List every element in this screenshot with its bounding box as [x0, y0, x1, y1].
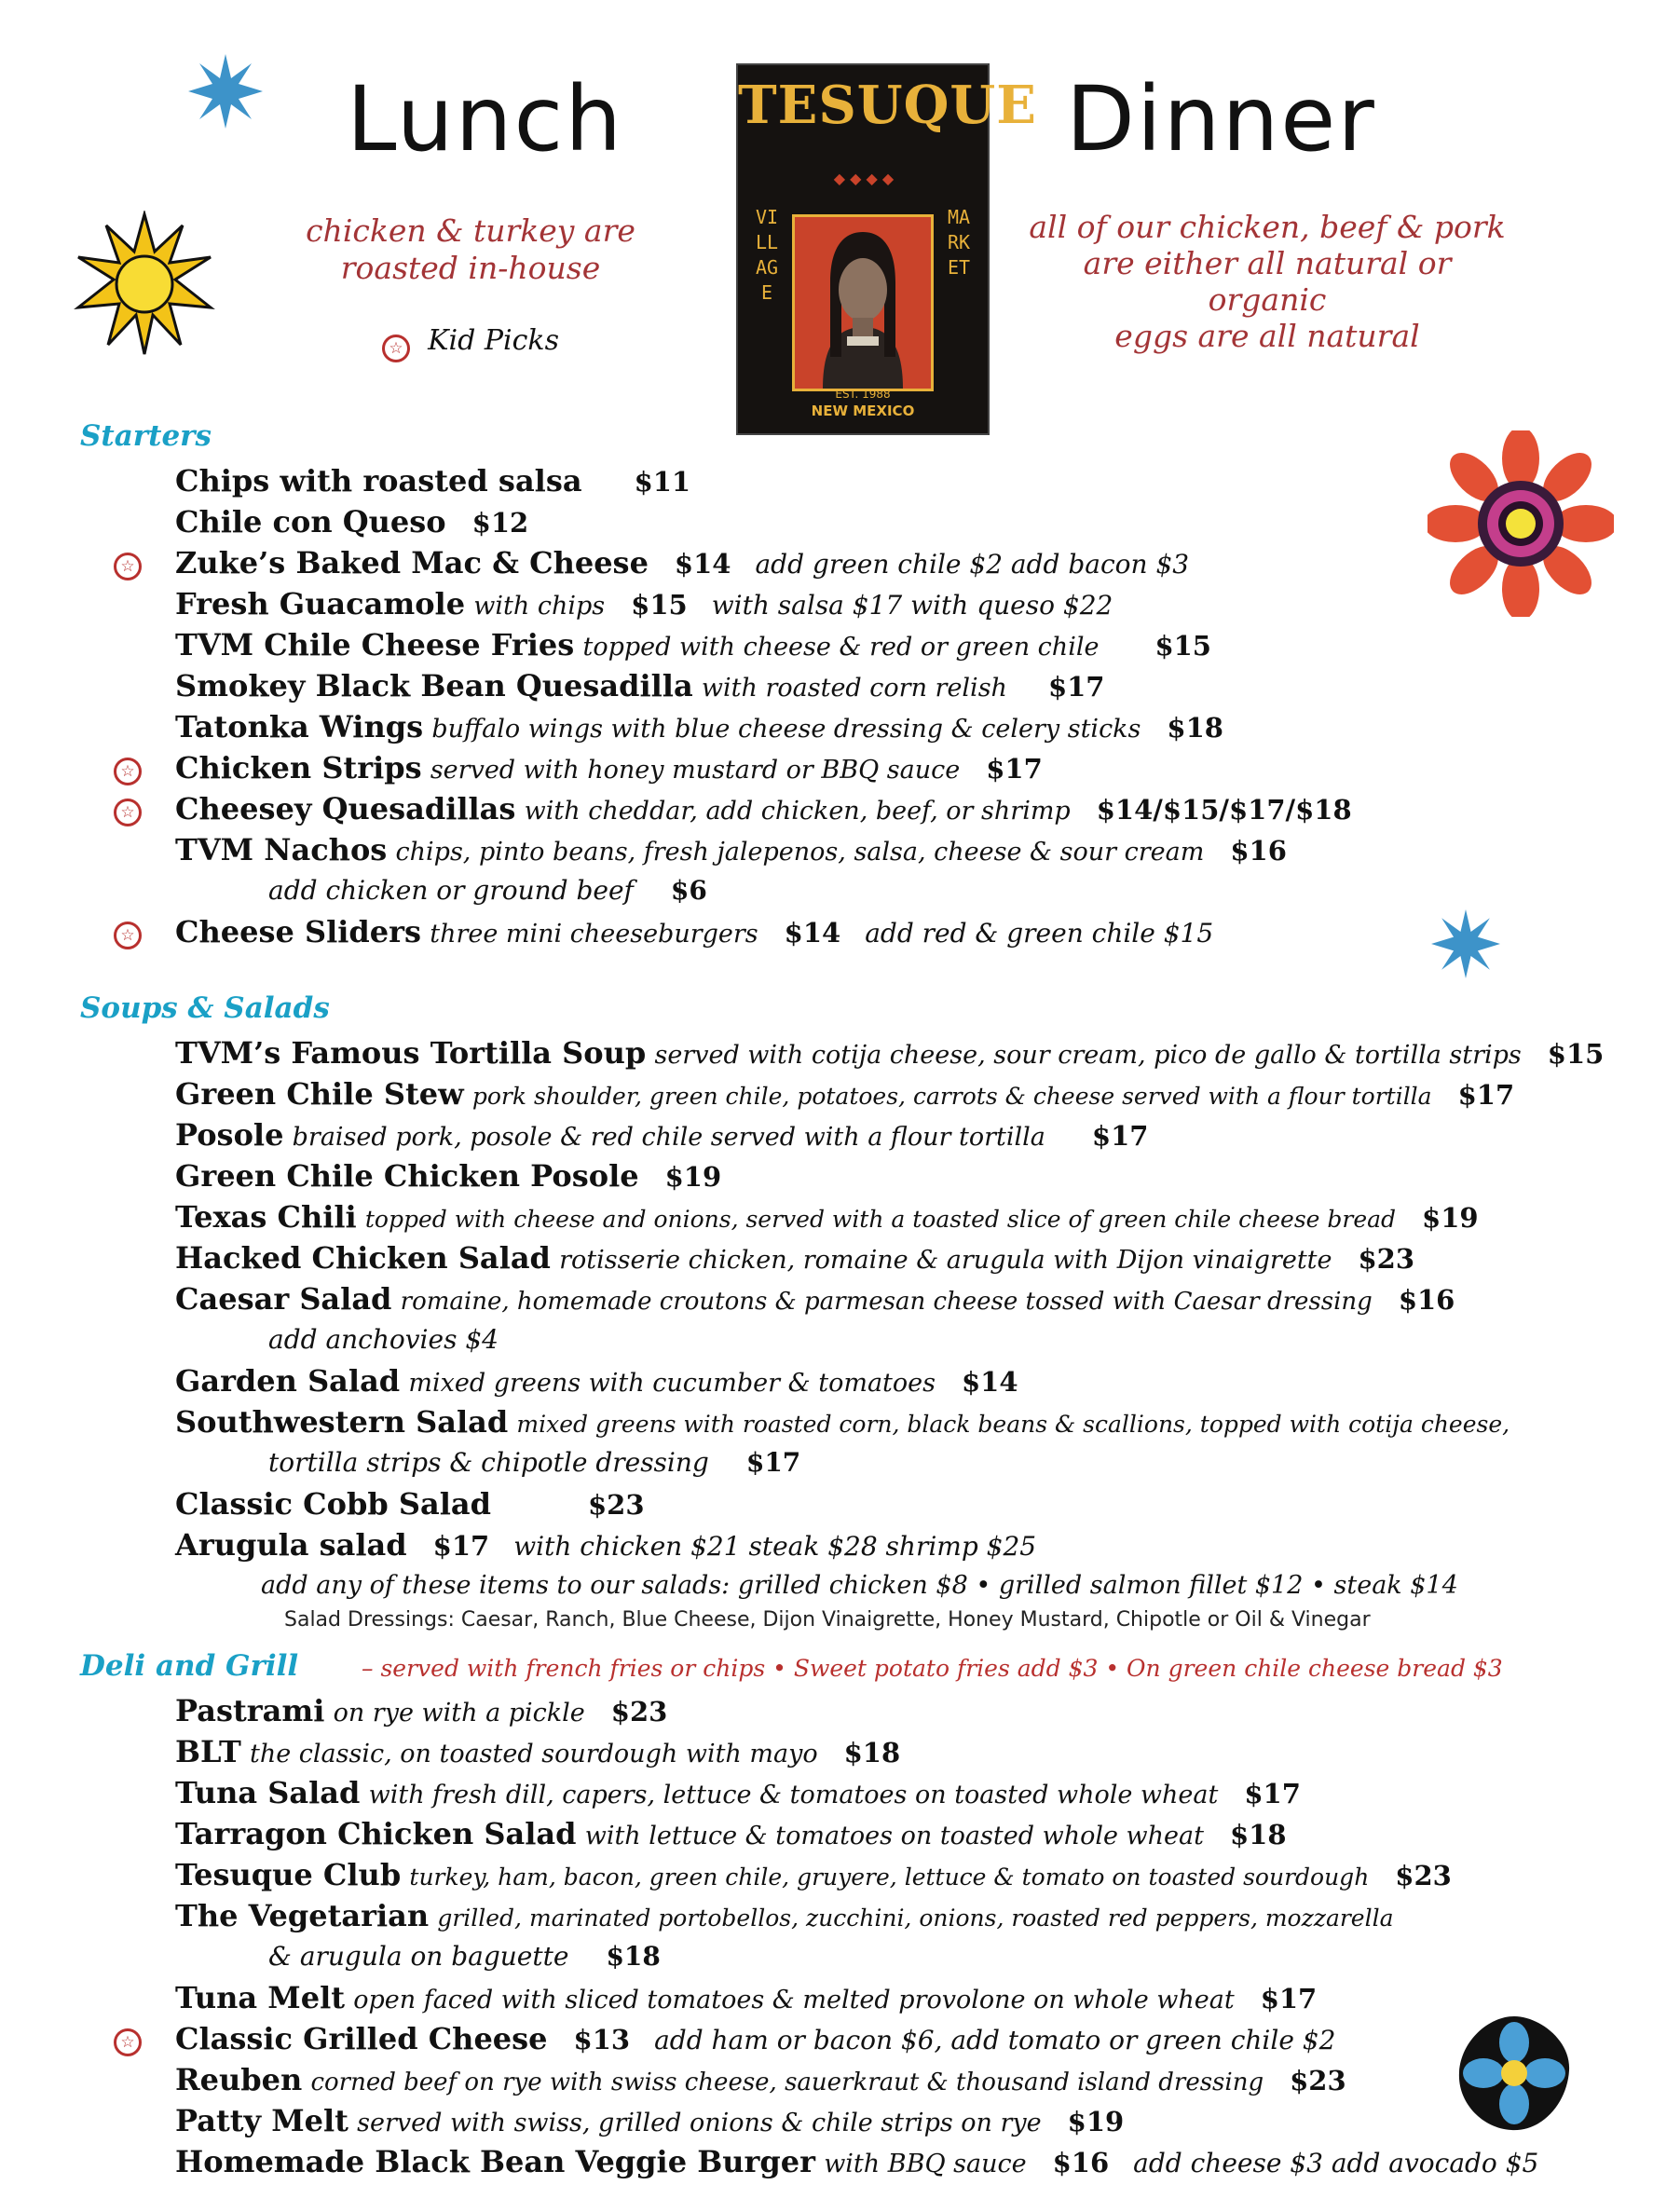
- item-desc: served with honey mustard or BBQ sauce: [430, 756, 961, 785]
- item-desc: with BBQ sauce: [824, 2150, 1027, 2178]
- kid-pick-icon: ☆: [114, 922, 142, 949]
- item-name: Homemade Black Bean Veggie Burger: [175, 2144, 815, 2179]
- logo-est: EST. 1988: [835, 388, 891, 401]
- item-price: $23: [587, 1489, 645, 1521]
- item-extra: with chicken $21 steak $28 shrimp $25: [513, 1531, 1037, 1562]
- item-extra: with salsa $17 with queso $22: [711, 590, 1113, 621]
- item-price: $14/$15/$17/$18: [1096, 794, 1352, 826]
- logo-market: MARKET: [947, 206, 971, 279]
- menu-item: [175, 667, 1105, 707]
- sun-icon: [71, 211, 218, 358]
- item-desc: on rye with a pickle: [333, 1699, 585, 1727]
- section-heading-starters: Starters: [80, 419, 212, 453]
- item-name: Reuben: [175, 2062, 303, 2097]
- menu-item: [175, 1075, 1514, 1115]
- item-price: $6: [670, 875, 707, 906]
- item-name: Green Chile Stew: [175, 1076, 464, 1112]
- item-price: $23: [1290, 2065, 1346, 2096]
- item-name: Chips with roasted salsa: [175, 463, 582, 498]
- menu-item-sub: [268, 872, 707, 909]
- item-desc: add chicken or ground beef: [268, 875, 634, 906]
- menu-item: [175, 2061, 1346, 2101]
- item-name: Chile con Queso: [175, 504, 446, 539]
- menu-item-sub: [268, 1938, 661, 1975]
- lunch-note-line: chicken & turkey are: [306, 212, 635, 249]
- menu-item: [175, 1239, 1414, 1279]
- item-name: Zuke’s Baked Mac & Cheese: [175, 545, 649, 580]
- dinner-note-line: all of our chicken, beef & pork: [1029, 209, 1506, 245]
- dinner-title: Dinner: [1066, 67, 1376, 171]
- menu-item: [175, 708, 1223, 748]
- menu-item: [175, 503, 528, 541]
- kid-pick-icon: ☆: [114, 553, 142, 580]
- kid-pick-icon: ☆: [382, 335, 410, 362]
- menu-item: [175, 749, 1043, 789]
- item-desc: open faced with sliced tomatoes & melted provolone on whole wheat: [353, 1986, 1235, 2014]
- red-flower-icon: [1428, 430, 1614, 617]
- menu-item: [175, 1403, 1510, 1443]
- kid-pick-icon: ☆: [114, 758, 142, 785]
- item-name: Texas Chili: [175, 1199, 357, 1235]
- item-name: Cheese Sliders: [175, 914, 421, 949]
- item-price: $11: [634, 466, 691, 498]
- item-desc: add any of these items to our salads: grilled chicken $8 • grilled salmon fillet $12 • steak $14: [261, 1571, 1458, 1600]
- item-name: Tatonka Wings: [175, 709, 424, 744]
- item-price: $18: [1167, 712, 1223, 744]
- lunch-note-line: roasted in-house: [340, 250, 601, 286]
- lunch-note: [270, 212, 671, 287]
- item-name: TVM Nachos: [175, 832, 388, 867]
- item-desc: braised pork, posole & red chile served with a flour tortilla: [292, 1123, 1045, 1152]
- menu-item: [175, 2143, 1538, 2183]
- logo-title: TESUQUE: [738, 75, 1037, 136]
- menu-item: [175, 2102, 1124, 2142]
- item-name: Southwestern Salad: [175, 1404, 509, 1440]
- item-desc: the classic, on toasted sourdough with mayo: [249, 1740, 818, 1768]
- item-price: $12: [471, 507, 529, 539]
- tesuque-logo: [736, 63, 1037, 435]
- item-price: $17: [745, 1447, 801, 1478]
- item-desc: with lettuce & tomatoes on toasted whole wheat: [584, 1822, 1204, 1850]
- item-desc: tortilla strips & chipotle dressing: [268, 1447, 709, 1478]
- menu-item: [175, 831, 1287, 871]
- item-name: Green Chile Chicken Posole: [175, 1158, 639, 1194]
- item-name: Hacked Chicken Salad: [175, 1240, 551, 1276]
- item-price: $13: [573, 2024, 631, 2055]
- item-price: $23: [610, 1696, 668, 1727]
- menu-item: [175, 913, 1213, 953]
- item-name: Chicken Strips: [175, 750, 422, 785]
- item-price: $18: [843, 1737, 901, 1768]
- item-price: $15: [1547, 1038, 1605, 1070]
- menu-item-sub: [268, 1444, 800, 1481]
- blue-star-icon: [1431, 909, 1500, 978]
- item-desc: with roasted corn relish: [701, 674, 1007, 703]
- menu-item: [175, 1116, 1148, 1156]
- kid-picks-legend: [382, 324, 559, 359]
- item-extra: add green chile $2 add bacon $3: [755, 549, 1190, 580]
- item-price: $19: [1067, 2106, 1125, 2137]
- menu-item: [175, 1815, 1287, 1855]
- menu-item: [175, 1897, 1394, 1937]
- menu-item: [175, 1034, 1604, 1074]
- item-desc: chips, pinto beans, fresh jalepenos, salsa, cheese & sour cream: [395, 838, 1205, 867]
- item-desc: with cheddar, add chicken, beef, or shrimp: [524, 797, 1071, 826]
- logo-village: VILLAGE: [755, 206, 779, 304]
- salad-addons: [261, 1567, 1458, 1604]
- portrait-image: [792, 214, 934, 391]
- kid-pick-icon: ☆: [114, 2028, 142, 2056]
- item-name: Garden Salad: [175, 1363, 401, 1399]
- lunch-title: Lunch: [347, 67, 624, 171]
- item-name: Caesar Salad: [175, 1281, 392, 1317]
- item-desc: buffalo wings with blue cheese dressing & celery sticks: [431, 715, 1141, 744]
- item-name: Arugula salad: [175, 1527, 407, 1563]
- item-desc: romaine, homemade croutons & parmesan cheese tossed with Caesar dressing: [400, 1288, 1373, 1316]
- item-price: $15: [631, 589, 688, 621]
- item-desc: pork shoulder, green chile, potatoes, carrots & cheese served with a flour tortilla: [471, 1083, 1432, 1110]
- item-price: $14: [674, 548, 731, 580]
- item-price: $23: [1358, 1243, 1415, 1275]
- dinner-note-line: are either all natural or organic: [1083, 245, 1452, 318]
- item-extra: add cheese $3 add avocado $5: [1133, 2148, 1539, 2178]
- menu-item-sub: [268, 1321, 499, 1359]
- item-desc: three mini cheeseburgers: [430, 920, 758, 949]
- item-name: Tuna Melt: [175, 1980, 345, 2015]
- item-desc: with chips: [473, 592, 606, 621]
- salad-dressings: Salad Dressings: Caesar, Ranch, Blue Cheese, Dijon Vinaigrette, Honey Mustard, Chipotle or Oil & Vinegar: [284, 1608, 1371, 1632]
- kid-picks-label: Kid Picks: [428, 324, 559, 357]
- blue-flower-icon: [1454, 2013, 1575, 2134]
- item-price: $16: [1052, 2147, 1110, 2178]
- logo-ornament: ◆ ◆ ◆ ◆: [833, 170, 895, 187]
- item-name: Pastrami: [175, 1693, 325, 1728]
- item-price: $19: [1422, 1202, 1479, 1234]
- menu-item: [175, 1280, 1455, 1320]
- item-extra: add ham or bacon $6, add tomato or green chile $2: [654, 2025, 1336, 2055]
- section-heading-deli-grill: Deli and Grill: [80, 1649, 299, 1683]
- menu-item: [175, 2020, 1335, 2059]
- item-price: $17: [1244, 1778, 1301, 1809]
- item-name: Tesuque Club: [175, 1857, 402, 1892]
- item-name: Posole: [175, 1117, 284, 1153]
- item-price: $18: [606, 1941, 661, 1972]
- item-price: $18: [1229, 1819, 1287, 1850]
- item-desc: turkey, ham, bacon, green chile, gruyere, lettuce & tomato on toasted sourdough: [409, 1864, 1370, 1891]
- menu-item: [175, 1198, 1479, 1238]
- menu-item: [175, 544, 1189, 583]
- item-desc: with fresh dill, capers, lettuce & tomatoes on toasted whole wheat: [368, 1781, 1219, 1809]
- item-price: $14: [784, 917, 841, 949]
- item-name: Cheesey Quesadillas: [175, 791, 516, 826]
- item-name: Classic Cobb Salad: [175, 1486, 491, 1522]
- kid-pick-icon: ☆: [114, 799, 142, 826]
- item-price: $16: [1230, 835, 1287, 867]
- item-price: $15: [1154, 630, 1211, 662]
- item-price: $17: [1457, 1079, 1515, 1111]
- menu-item: [175, 1733, 900, 1773]
- item-price: $23: [1395, 1860, 1452, 1891]
- item-price: $19: [664, 1161, 722, 1193]
- menu-item: [175, 1692, 667, 1732]
- item-desc: add anchovies $4: [268, 1324, 499, 1355]
- item-price: $17: [432, 1530, 490, 1562]
- menu-item: [175, 1526, 1036, 1565]
- deli-note: – served with french fries or chips • Sweet potato fries add $3 • On green chile cheese bread $3: [362, 1655, 1503, 1682]
- logo-state: NEW MEXICO: [811, 403, 915, 419]
- item-price: $17: [1047, 671, 1105, 703]
- item-name: Fresh Guacamole: [175, 586, 466, 621]
- item-price: $14: [961, 1366, 1018, 1398]
- menu-item: [175, 1979, 1317, 2019]
- menu-item: [175, 1774, 1301, 1814]
- item-desc: grilled, marinated portobellos, zucchini, onions, roasted red peppers, mozzarella: [437, 1905, 1394, 1932]
- menu-item: [175, 462, 690, 500]
- item-name: Patty Melt: [175, 2103, 348, 2138]
- menu-item: [175, 626, 1211, 666]
- blue-star-icon: [188, 54, 263, 129]
- menu-item: [175, 1157, 721, 1195]
- menu-item: [175, 1362, 1018, 1402]
- item-name: Classic Grilled Cheese: [175, 2021, 548, 2056]
- item-name: TVM’s Famous Tortilla Soup: [175, 1035, 647, 1071]
- item-name: BLT: [175, 1734, 241, 1769]
- menu-item: [175, 585, 1113, 625]
- item-name: Smokey Black Bean Quesadilla: [175, 668, 693, 703]
- item-name: Tuna Salad: [175, 1775, 361, 1810]
- item-name: TVM Chile Cheese Fries: [175, 627, 575, 662]
- item-price: $17: [1091, 1120, 1149, 1152]
- dinner-note-line: eggs are all natural: [1114, 318, 1420, 354]
- dinner-note: [1025, 209, 1510, 354]
- item-name: The Vegetarian: [175, 1898, 430, 1933]
- item-desc: mixed greens with cucumber & tomatoes: [408, 1369, 936, 1398]
- item-desc: topped with cheese and onions, served with a toasted slice of green chile cheese bread: [364, 1206, 1397, 1233]
- item-desc: served with swiss, grilled onions & chile strips on rye: [357, 2109, 1042, 2137]
- item-desc: mixed greens with roasted corn, black beans & scallions, topped with cotija cheese,: [516, 1411, 1510, 1438]
- item-extra: add red & green chile $15: [865, 918, 1214, 949]
- item-price: $17: [986, 753, 1043, 785]
- item-price: $16: [1398, 1284, 1455, 1316]
- item-desc: & arugula on baguette: [268, 1941, 569, 1972]
- menu-item: [175, 790, 1352, 830]
- item-desc: rotisserie chicken, romaine & arugula with Dijon vinaigrette: [559, 1246, 1332, 1275]
- item-desc: topped with cheese & red or green chile: [582, 633, 1100, 662]
- item-price: $17: [1260, 1983, 1318, 2014]
- menu-item: [175, 1856, 1452, 1896]
- section-heading-soups-salads: Soups & Salads: [80, 991, 330, 1025]
- item-desc: served with cotija cheese, sour cream, pico de gallo & tortilla strips: [654, 1041, 1522, 1070]
- menu-item: [175, 1485, 645, 1523]
- item-desc: corned beef on rye with swiss cheese, sauerkraut & thousand island dressing: [310, 2069, 1264, 2096]
- item-name: Tarragon Chicken Salad: [175, 1816, 577, 1851]
